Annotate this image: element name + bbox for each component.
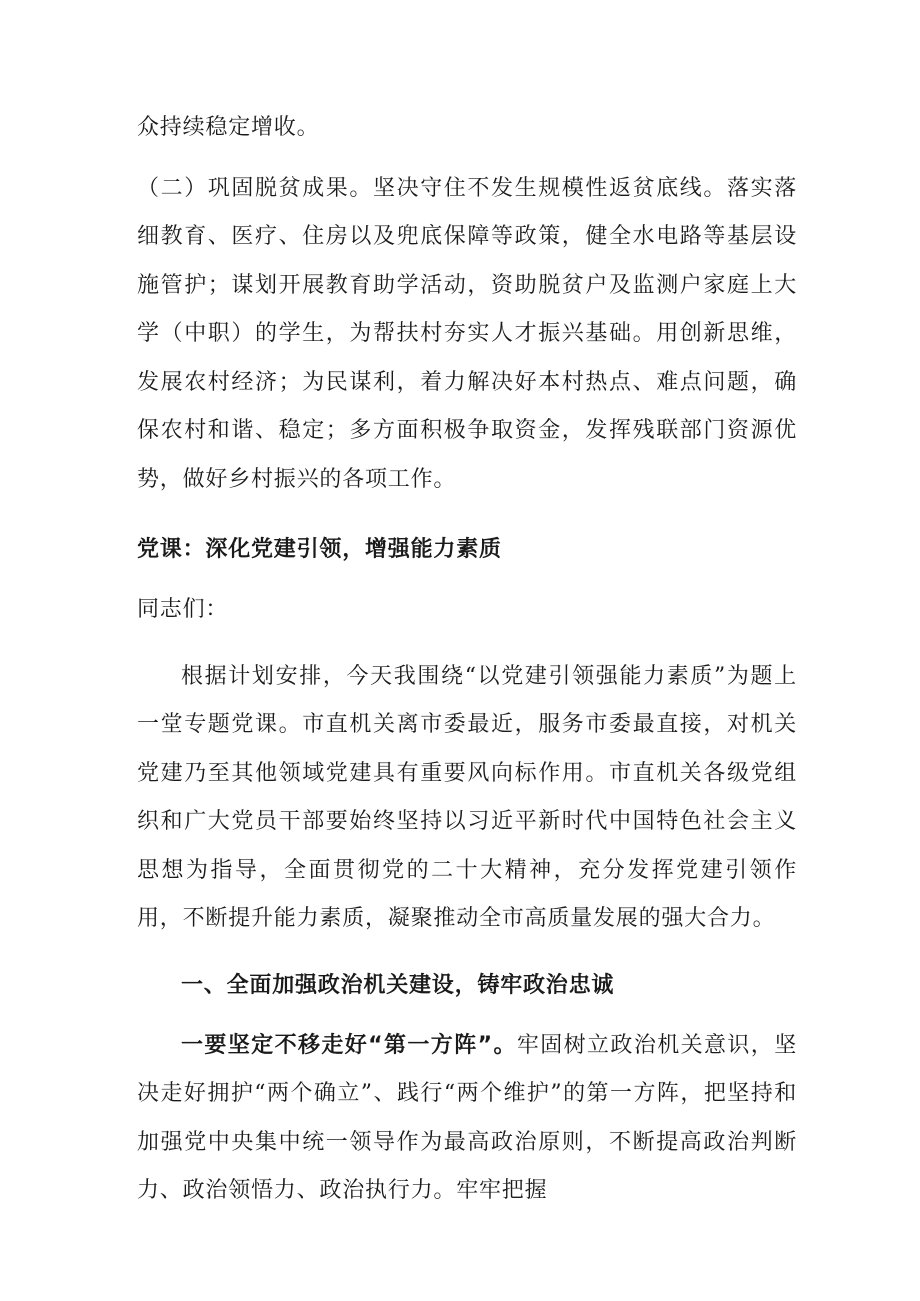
paragraph-section1 [137,1022,797,1216]
paragraph-intro: 根据计划安排，今天我围绕“以党建引领强能力素质”为题上一堂专题党课。市直机关离市委最近，服务市委最直接，对机关党建乃至其他领域党建具有重要风向标作用。市直机关各级党组织和广大党员干部要始终坚持以习近平新时代中国特色社会主义思想为指导，全面贯彻党的二十大精神，充分发挥党建引领作用，不断提升能力素质，凝聚推动全市高质量发展的强大合力。 [137,663,797,931]
section-heading-1: 一、全面加强政治机关建设，铸牢政治忠诚 [181,972,615,998]
paragraph-continuation: 众持续稳定增收。 [137,115,320,140]
document-page [137,104,797,1216]
section1-lead: 一要坚定不移走好“第一方阵”。 [181,1032,517,1058]
paragraph-consolidate-poverty: （二）巩固脱贫成果。坚决守住不发生规模性返贫底线。落实落细教育、医疗、住房以及兜底保障等政策，健全水电路等基层设施管护；谋划开展教育助学活动，资助脱贫户及监测户家庭上大学（中职）的学生，为帮扶村夯实人才振兴基础。用创新思维，发展农村经济；为民谋利，着力解决好本村热点、难点问题，确保农村和谐、稳定；多方面积极争取资金，发挥残联部门资源优势，做好乡村振兴的各项工作。 [137,175,797,492]
salutation: 同志们： [137,597,229,622]
section1-body: 牢固树立政治机关意识，坚决走好拥护“两个确立”、践行“两个维护”的第一方阵，把坚持和加强党中央集中统一领导作为最高政治原则，不断提高政治判断力、政治领悟力、政治执行力。牢牢把握 [137,1032,797,1203]
lecture-title: 党课：深化党建引领，增强能力素质 [137,537,502,562]
